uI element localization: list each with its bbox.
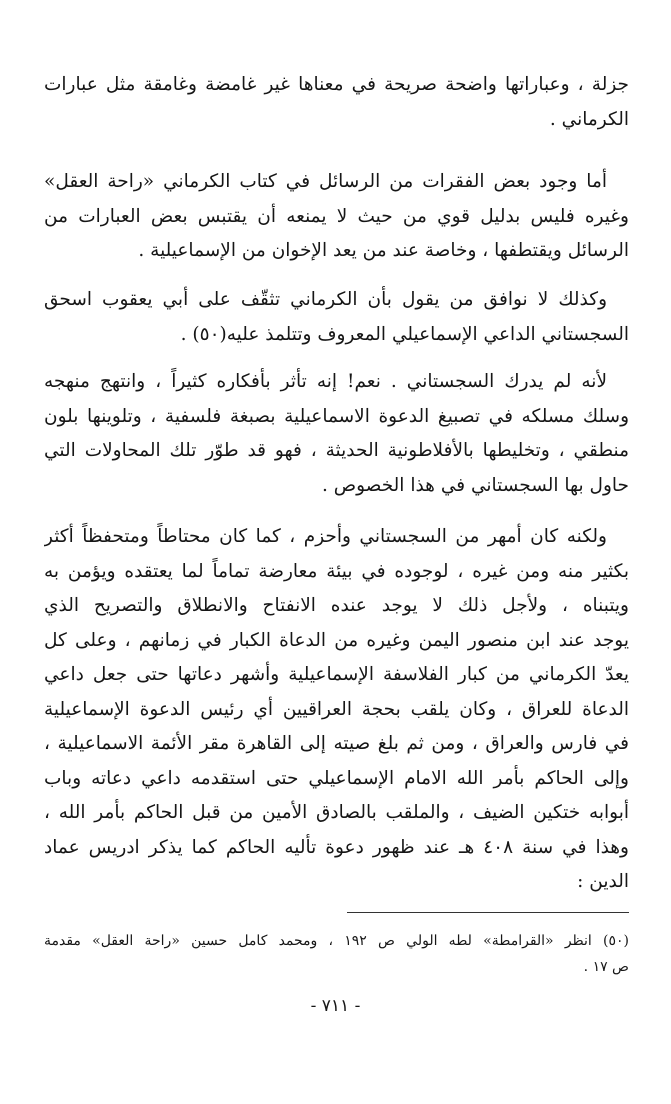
paragraph-5 xyxy=(44,520,629,900)
footnote xyxy=(44,928,629,980)
text-line: أبوابه ختكين الضيف ، والملقب بالصادق الأمين من قبل الحاكم بأمر الله ، xyxy=(44,802,629,823)
text-line: الكرماني . xyxy=(549,108,629,130)
text-line: ولكنه كان أمهر من السجستاني وأحزم ، كما كان محتاطاً ومتحفظاً أكثر xyxy=(44,526,607,547)
footnote-divider xyxy=(347,912,629,913)
text-line: الرسائل ويقتطفها ، وخاصة عند من يعد الإخوان من الإسماعيلية . xyxy=(138,240,629,261)
text-line: السجستاني الداعي الإسماعيلي المعروف وتتلمذ عليه(٥٠) . xyxy=(180,323,629,345)
text-line: الدعاة للعراق ، وكان يلقب بحجة العراقيين أي رئيس الدعوة الإسماعيلية xyxy=(44,698,629,720)
paragraph-4 xyxy=(44,365,629,503)
text-line: وكذلك لا نوافق من يقول بأن الكرماني تثقّف على أبي يعقوب اسحق xyxy=(44,289,607,310)
text-line: لأنه لم يدرك السجستاني . نعم! إنه تأثر بأفكاره كثيراً ، وانتهج منهجه xyxy=(44,371,607,392)
text-line: وإلى الحاكم بأمر الله الامام الإسماعيلي حتى استقدمه داعي دعاته وباب xyxy=(44,767,629,789)
text-line: وسلك مسلكه في تصبيغ الدعوة الاسماعيلية بصبغة فلسفية ، وتلوينها بلون xyxy=(44,405,629,427)
text-line: منطقي ، وتخليطها بالأفلاطونية الحديثة ، فهو قد طوّر تلك المحاولات التي xyxy=(44,440,629,461)
text-line: يعدّ الكرماني من كبار الفلاسفة الإسماعيلية وأشهر دعاتها حتى جعل داعي xyxy=(44,664,629,685)
page-number: - ٧١١ - xyxy=(310,996,361,1016)
text-line: يوجد عند ابن منصور اليمن وغيره من الدعاة الكبار في زمانهم ، وعلى كل xyxy=(44,629,629,651)
text-line: ويتبناه ، ولأجل ذلك لا يوجد عنده الانفتاح والانطلاق والتصريح الذي xyxy=(44,595,629,616)
paragraph-3 xyxy=(44,283,629,352)
text-line: بكثير منه ومن غيره ، لوجوده في بيئة معارضة تماماً لما يعتقده ويؤمن به xyxy=(44,560,629,582)
text-line: في فارس والعراق ، ومن ثم بلغ صيته إلى القاهرة مقر الأئمة الاسماعيلية ، xyxy=(44,733,629,754)
text-line: جزلة ، وعباراتها واضحة صريحة في معناها غير غامضة وغامقة مثل عبارات xyxy=(44,74,629,95)
footnote-line: ص ١٧ . xyxy=(583,959,629,975)
text-line: وغيره فليس بدليل قوي من حيث لا يمنعه أن يقتبس بعض العبارات من xyxy=(44,205,629,227)
paragraph-1 xyxy=(44,68,629,137)
paragraph-2 xyxy=(44,165,629,269)
text-line: الدين : xyxy=(577,871,629,892)
footnote-line: (٥٠) انظر «القرامطة» لطه الولي ص ١٩٢ ، ومحمد كامل حسين «راحة العقل» مقدمة xyxy=(44,933,629,949)
text-line: وهذا في سنة ٤٠٨ هـ عند ظهور دعوة تأليه الحاكم كما يذكر ادريس عماد xyxy=(44,836,629,858)
text-line: أما وجود بعض الفقرات من الرسائل في كتاب الكرماني «راحة العقل» xyxy=(44,171,607,192)
text-line: حاول بها السجستاني في هذا الخصوص . xyxy=(322,474,629,496)
